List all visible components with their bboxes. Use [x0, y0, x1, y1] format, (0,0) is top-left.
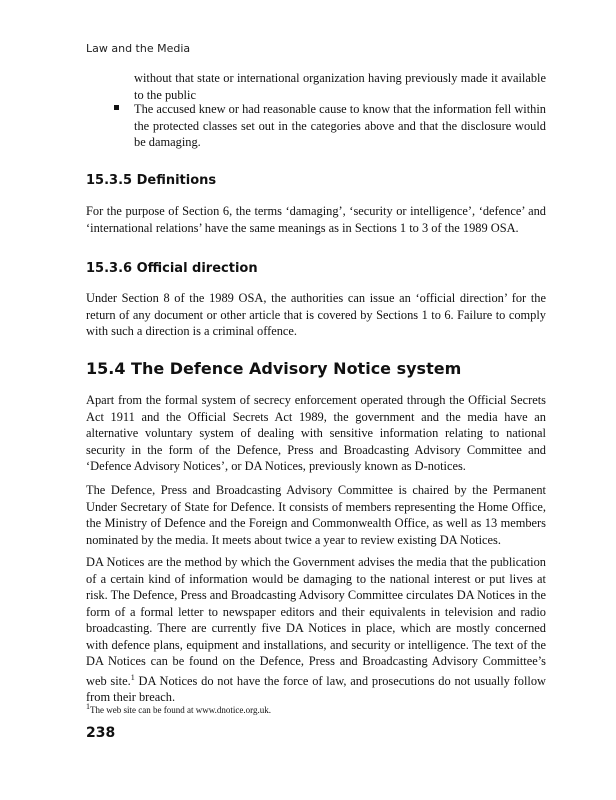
- da-notice-section-heading: 15.4 The Defence Advisory Notice system: [86, 359, 462, 378]
- paragraph-3-text-end: DA Notices do not have the force of law, and prosecutions do not usually follow from their breach.: [86, 673, 547, 705]
- da-notice-paragraph-3: [86, 554, 546, 706]
- footnote-reference: 1: [130, 672, 135, 682]
- footnote-marker: 1: [86, 702, 90, 711]
- da-notice-paragraph-2: The Defence, Press and Broadcasting Advisory Committee is chaired by the Permanent Under Secretary of State for Defence. It consists of members representing the Home Office, the Ministry of Defence and the Foreign and Commonwealth Office, as well as 13 members nominated by the media. It meets about twice a year to review existing DA Notices.: [86, 483, 546, 547]
- da-notice-paragraph-1: Apart from the formal system of secrecy enforcement operated through the Official Secrets Act 1911 and the Official Secrets Act 1989, the government and the media have an alternative voluntary system of dealing with sensitive information relating to national security in the form of the Defence, Press and Broadcasting Advisory Committee and ‘Defence Advisory Notices’, or DA Notices, previously known as D-notices.: [86, 393, 546, 473]
- definitions-text: For the purpose of Section 6, the terms ‘damaging’, ‘security or intelligence’, ‘defence’ and ‘international relations’ have the same meanings as in Sections 1 to 3 of the 1989 OSA.: [86, 204, 546, 235]
- footnote: [86, 702, 271, 715]
- running-head: Law and the Media: [86, 42, 191, 55]
- bullet-item-text: The accused knew or had reasonable cause to know that the information fell within the protected classes set out in the categories above and that the disclosure would be damaging.: [134, 102, 546, 149]
- paragraph-3-text: DA Notices are the method by which the Government advises the media that the publication of a certain kind of information would be damaging to the national interest or put lives at risk. The Defence, Press and Broadcasting Advisory Committee circulates DA Notices in the form of a formal letter to newspaper editors and their equivalents in television and radio broadcasting. There are currently five DA Notices in place, which are mostly concerned with defence plans, equipment and installations, and security or intelligence. The text of the DA Notices can be found on the Defence, Press and Broadcasting Advisory Committee’s web site.: [86, 555, 546, 688]
- footnote-text: The web site can be found at www.dnotice.org.uk.: [90, 705, 271, 715]
- official-direction-heading: 15.3.6 Official direction: [86, 261, 258, 276]
- bullet-list-item: [114, 101, 546, 151]
- continued-text: without that state or international organization having previously made it available to the public: [134, 71, 546, 102]
- page-number: 238: [86, 725, 116, 741]
- bullet-marker: [114, 105, 119, 110]
- definitions-heading: 15.3.5 Definitions: [86, 173, 217, 188]
- official-direction-text: Under Section 8 of the 1989 OSA, the authorities can issue an ‘official direction’ for the return of any document or other article that is covered by Sections 1 to 6. Failure to comply with such a direction is a criminal offence.: [86, 291, 546, 338]
